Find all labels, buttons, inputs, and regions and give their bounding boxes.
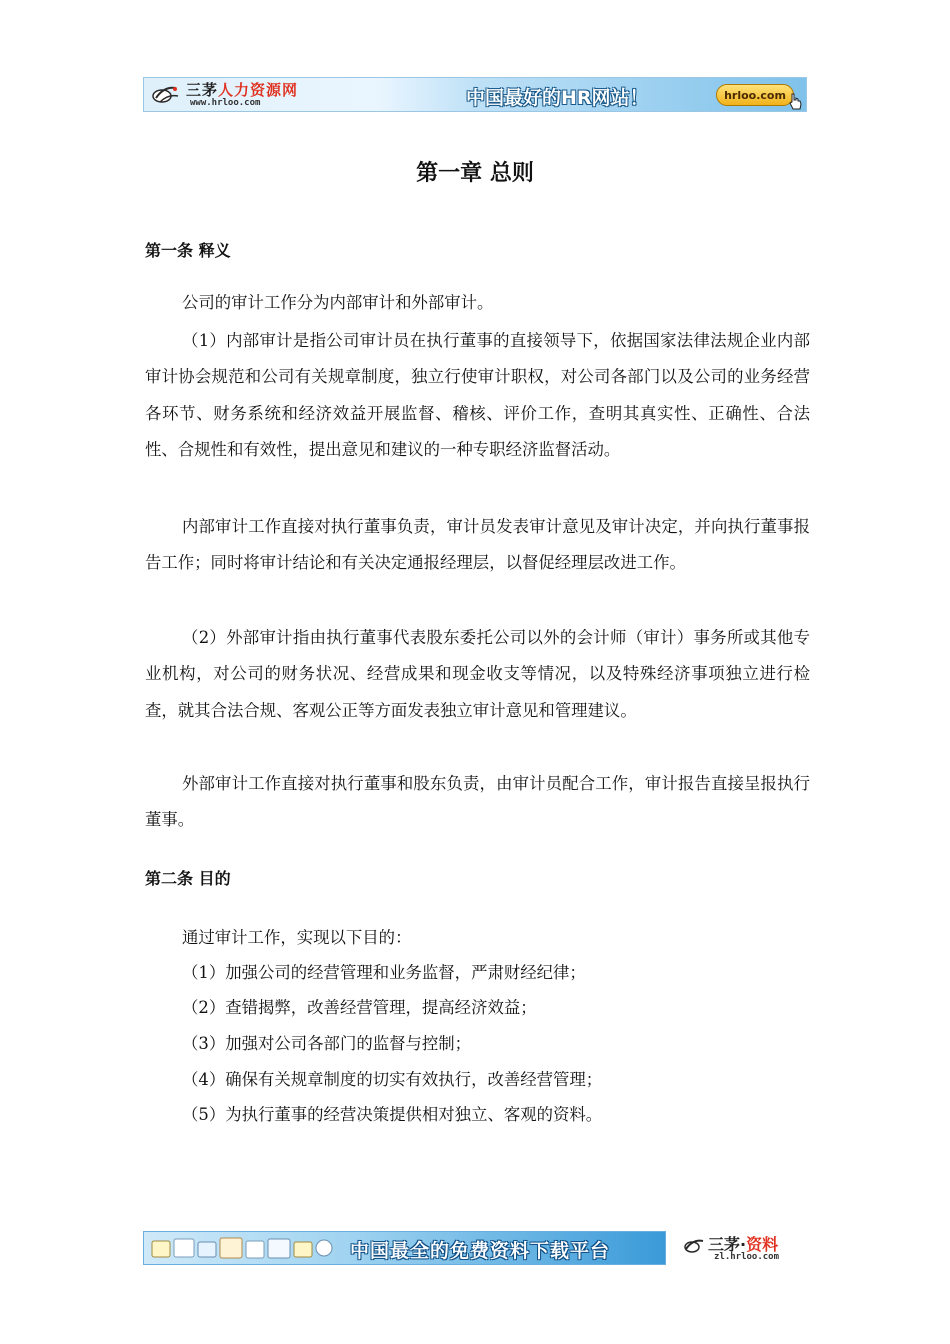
tea-leaf-logo-icon [150,82,182,108]
footer-logo-url: zl.hrloo.com [714,1252,780,1262]
footer-logo-text: 三茅·资料 [708,1235,779,1254]
documents-collage-icon [150,1235,340,1263]
list-item: （1）加强公司的经营管理和业务监督，严肃财经纪律； [182,963,586,982]
paragraph: 外部审计工作直接对执行董事和股东负责，由审计员配合工作，审计报告直接呈报执行董事。 [145,774,810,830]
paragraph: 公司的审计工作分为内部审计和外部审计。 [182,293,494,312]
footer-banner[interactable] [143,1231,666,1265]
paragraph: 通过审计工作，实现以下目的： [182,928,412,947]
list-item: （5）为执行董事的经营决策提供相对独立、客观的资料。 [182,1105,603,1124]
header-logo-url: www.hrloo.com [190,98,261,108]
hand-cursor-icon [787,92,803,110]
footer-logo[interactable] [683,1232,808,1266]
header-slogan: 中国最好的HR网站！ [466,87,649,109]
list-item: （4）确保有关规章制度的切实有效执行，改善经营管理； [182,1070,603,1089]
paragraph: 内部审计工作直接对执行董事负责，审计员发表审计意见及审计决定，并向执行董事报告工作；同时将审计结论和有关决定通报经理层，以督促经理层改进工作。 [145,517,810,573]
list-item: （3）加强对公司各部门的监督与控制； [182,1034,472,1053]
header-banner[interactable] [143,77,807,112]
article-heading: 第一条 释义 [145,241,231,260]
footer-slogan: 中国最全的免费资料下载平台 [350,1240,611,1262]
article-heading: 第二条 目的 [145,869,231,888]
chapter-title: 第一章 总则 [416,161,534,186]
paragraph: （1）内部审计是指公司审计员在执行董事的直接领导下，依据国家法律法规企业内部审计协会规范和公司有关规章制度，独立行使审计职权，对公司各部门以及公司的业务经营各环节、财务系统和经济效益开展监督、稽核、评价工作，查明其真实性、正确性、合法性、合规性和有效性，提出意见和建议的一种专职经济监督活动。 [145,331,810,460]
header-site-button[interactable]: hrloo.com [716,84,794,106]
paragraph: （2）外部审计指由执行董事代表股东委托公司以外的会计师（审计）事务所或其他专业机构，对公司的财务状况、经营成果和现金收支等情况，以及特殊经济事项独立进行检查，就其合法合规、客观公正等方面发表独立审计意见和管理建议。 [145,628,810,720]
tea-leaf-logo-icon [683,1236,707,1256]
header-logo-text: 三茅人力资源网 [186,81,299,99]
list-item: （2）查错揭弊，改善经营管理，提高经济效益； [182,998,537,1017]
